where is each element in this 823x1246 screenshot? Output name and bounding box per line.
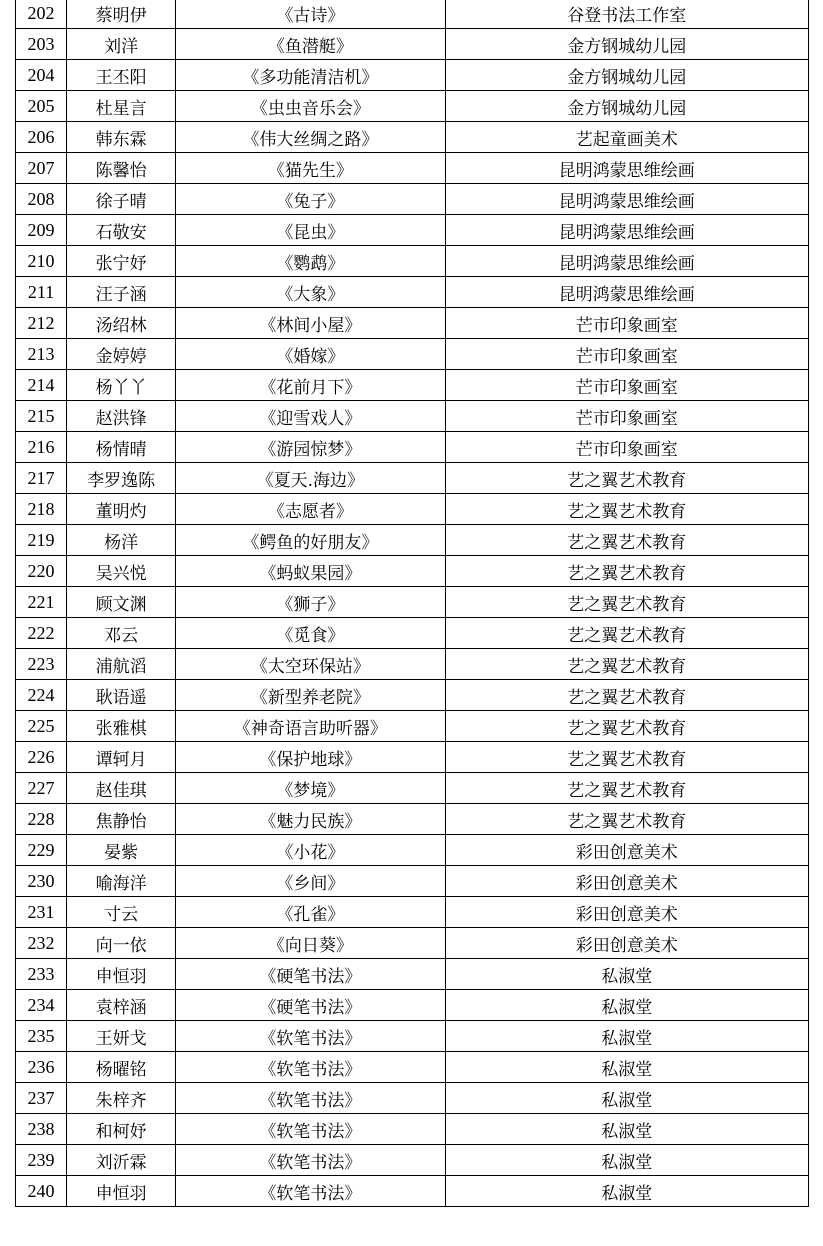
artwork-title: 《软笔书法》 bbox=[176, 1114, 445, 1145]
table-row bbox=[16, 60, 809, 91]
student-name: 杨曜铭 bbox=[67, 1052, 176, 1083]
row-number: 209 bbox=[16, 215, 67, 246]
table-row bbox=[16, 649, 809, 680]
table-row bbox=[16, 680, 809, 711]
row-number: 211 bbox=[16, 277, 67, 308]
row-number: 203 bbox=[16, 29, 67, 60]
student-name: 喻海洋 bbox=[67, 866, 176, 897]
row-number: 225 bbox=[16, 711, 67, 742]
institution: 芒市印象画室 bbox=[445, 370, 808, 401]
row-number: 231 bbox=[16, 897, 67, 928]
row-number: 208 bbox=[16, 184, 67, 215]
artwork-title: 《花前月下》 bbox=[176, 370, 445, 401]
row-number: 202 bbox=[16, 0, 67, 29]
student-name: 晏紫 bbox=[67, 835, 176, 866]
institution: 私淑堂 bbox=[445, 1114, 808, 1145]
row-number: 229 bbox=[16, 835, 67, 866]
table-row bbox=[16, 959, 809, 990]
student-name: 谭轲月 bbox=[67, 742, 176, 773]
row-number: 227 bbox=[16, 773, 67, 804]
table-row bbox=[16, 835, 809, 866]
student-name: 焦静怡 bbox=[67, 804, 176, 835]
student-name: 张宁妤 bbox=[67, 246, 176, 277]
row-number: 230 bbox=[16, 866, 67, 897]
student-name: 向一依 bbox=[67, 928, 176, 959]
institution: 彩田创意美术 bbox=[445, 897, 808, 928]
institution: 芒市印象画室 bbox=[445, 308, 808, 339]
row-number: 221 bbox=[16, 587, 67, 618]
row-number: 205 bbox=[16, 91, 67, 122]
institution: 私淑堂 bbox=[445, 1145, 808, 1176]
institution: 艺之翼艺术教育 bbox=[445, 463, 808, 494]
student-name: 杨情晴 bbox=[67, 432, 176, 463]
artwork-title: 《魅力民族》 bbox=[176, 804, 445, 835]
table-row bbox=[16, 339, 809, 370]
artwork-title: 《孔雀》 bbox=[176, 897, 445, 928]
table-row bbox=[16, 401, 809, 432]
student-name: 金婷婷 bbox=[67, 339, 176, 370]
institution: 芒市印象画室 bbox=[445, 401, 808, 432]
artwork-title: 《软笔书法》 bbox=[176, 1021, 445, 1052]
artwork-title: 《兔子》 bbox=[176, 184, 445, 215]
student-name: 刘洋 bbox=[67, 29, 176, 60]
table-row bbox=[16, 1145, 809, 1176]
table-row bbox=[16, 277, 809, 308]
institution: 昆明鸿蒙思维绘画 bbox=[445, 153, 808, 184]
table-body bbox=[16, 0, 809, 1207]
artwork-title: 《多功能清洁机》 bbox=[176, 60, 445, 91]
artwork-title: 《梦境》 bbox=[176, 773, 445, 804]
artwork-title: 《乡间》 bbox=[176, 866, 445, 897]
table-row bbox=[16, 1083, 809, 1114]
institution: 私淑堂 bbox=[445, 1176, 808, 1207]
row-number: 238 bbox=[16, 1114, 67, 1145]
table-row bbox=[16, 463, 809, 494]
table-row bbox=[16, 215, 809, 246]
artwork-title: 《鱼潜艇》 bbox=[176, 29, 445, 60]
row-number: 206 bbox=[16, 122, 67, 153]
student-name: 蔡明伊 bbox=[67, 0, 176, 29]
student-name: 申恒羽 bbox=[67, 959, 176, 990]
artwork-title: 《迎雪戏人》 bbox=[176, 401, 445, 432]
table-row bbox=[16, 91, 809, 122]
student-name: 顾文渊 bbox=[67, 587, 176, 618]
table-row bbox=[16, 494, 809, 525]
institution: 艺之翼艺术教育 bbox=[445, 742, 808, 773]
artwork-title: 《神奇语言助听器》 bbox=[176, 711, 445, 742]
institution: 芒市印象画室 bbox=[445, 432, 808, 463]
student-name: 王丕阳 bbox=[67, 60, 176, 91]
row-number: 222 bbox=[16, 618, 67, 649]
artwork-title: 《保护地球》 bbox=[176, 742, 445, 773]
row-number: 240 bbox=[16, 1176, 67, 1207]
table-row bbox=[16, 122, 809, 153]
artwork-title: 《软笔书法》 bbox=[176, 1176, 445, 1207]
table-row bbox=[16, 525, 809, 556]
institution: 艺之翼艺术教育 bbox=[445, 773, 808, 804]
student-name: 汤绍林 bbox=[67, 308, 176, 339]
student-name: 耿语遥 bbox=[67, 680, 176, 711]
row-number: 232 bbox=[16, 928, 67, 959]
table-row bbox=[16, 990, 809, 1021]
table-row bbox=[16, 0, 809, 29]
institution: 昆明鸿蒙思维绘画 bbox=[445, 184, 808, 215]
table-row bbox=[16, 1021, 809, 1052]
institution: 芒市印象画室 bbox=[445, 339, 808, 370]
student-name: 和柯妤 bbox=[67, 1114, 176, 1145]
artwork-title: 《林间小屋》 bbox=[176, 308, 445, 339]
student-name: 申恒羽 bbox=[67, 1176, 176, 1207]
institution: 艺之翼艺术教育 bbox=[445, 556, 808, 587]
student-name: 石敬安 bbox=[67, 215, 176, 246]
table-row bbox=[16, 1114, 809, 1145]
institution: 艺之翼艺术教育 bbox=[445, 804, 808, 835]
table-row bbox=[16, 153, 809, 184]
artwork-title: 《昆虫》 bbox=[176, 215, 445, 246]
artwork-title: 《小花》 bbox=[176, 835, 445, 866]
artwork-title: 《鹦鹉》 bbox=[176, 246, 445, 277]
table-row bbox=[16, 1052, 809, 1083]
table-row bbox=[16, 804, 809, 835]
row-number: 226 bbox=[16, 742, 67, 773]
institution: 昆明鸿蒙思维绘画 bbox=[445, 246, 808, 277]
row-number: 228 bbox=[16, 804, 67, 835]
institution: 私淑堂 bbox=[445, 1021, 808, 1052]
row-number: 224 bbox=[16, 680, 67, 711]
artwork-title: 《觅食》 bbox=[176, 618, 445, 649]
artwork-title: 《游园惊梦》 bbox=[176, 432, 445, 463]
student-name: 刘沂霖 bbox=[67, 1145, 176, 1176]
row-number: 213 bbox=[16, 339, 67, 370]
institution: 私淑堂 bbox=[445, 959, 808, 990]
institution: 私淑堂 bbox=[445, 1052, 808, 1083]
artwork-title: 《向日葵》 bbox=[176, 928, 445, 959]
row-number: 234 bbox=[16, 990, 67, 1021]
student-name: 汪子涵 bbox=[67, 277, 176, 308]
artwork-title: 《软笔书法》 bbox=[176, 1145, 445, 1176]
institution: 金方钢城幼儿园 bbox=[445, 29, 808, 60]
artwork-title: 《古诗》 bbox=[176, 0, 445, 29]
row-number: 207 bbox=[16, 153, 67, 184]
row-number: 219 bbox=[16, 525, 67, 556]
institution: 私淑堂 bbox=[445, 990, 808, 1021]
table-row bbox=[16, 618, 809, 649]
student-name: 邓云 bbox=[67, 618, 176, 649]
student-name: 寸云 bbox=[67, 897, 176, 928]
artwork-title: 《太空环保站》 bbox=[176, 649, 445, 680]
institution: 艺之翼艺术教育 bbox=[445, 618, 808, 649]
table-row bbox=[16, 308, 809, 339]
institution: 艺之翼艺术教育 bbox=[445, 525, 808, 556]
artwork-title: 《新型养老院》 bbox=[176, 680, 445, 711]
artwork-title: 《大象》 bbox=[176, 277, 445, 308]
student-name: 陈馨怡 bbox=[67, 153, 176, 184]
table-row bbox=[16, 29, 809, 60]
row-number: 233 bbox=[16, 959, 67, 990]
student-name: 徐子晴 bbox=[67, 184, 176, 215]
artwork-title: 《软笔书法》 bbox=[176, 1083, 445, 1114]
artwork-title: 《虫虫音乐会》 bbox=[176, 91, 445, 122]
artwork-title: 《硬笔书法》 bbox=[176, 959, 445, 990]
institution: 艺之翼艺术教育 bbox=[445, 649, 808, 680]
student-name: 赵洪锋 bbox=[67, 401, 176, 432]
artwork-title: 《硬笔书法》 bbox=[176, 990, 445, 1021]
row-number: 217 bbox=[16, 463, 67, 494]
artwork-title: 《伟大丝绸之路》 bbox=[176, 122, 445, 153]
row-number: 237 bbox=[16, 1083, 67, 1114]
student-name: 韩东霖 bbox=[67, 122, 176, 153]
institution: 私淑堂 bbox=[445, 1083, 808, 1114]
institution: 艺之翼艺术教育 bbox=[445, 494, 808, 525]
table-row bbox=[16, 246, 809, 277]
table-row bbox=[16, 556, 809, 587]
artwork-title: 《鳄鱼的好朋友》 bbox=[176, 525, 445, 556]
row-number: 235 bbox=[16, 1021, 67, 1052]
row-number: 210 bbox=[16, 246, 67, 277]
table-row bbox=[16, 370, 809, 401]
institution: 艺之翼艺术教育 bbox=[445, 680, 808, 711]
institution: 艺起童画美术 bbox=[445, 122, 808, 153]
table-row bbox=[16, 587, 809, 618]
institution: 谷登书法工作室 bbox=[445, 0, 808, 29]
institution: 彩田创意美术 bbox=[445, 928, 808, 959]
student-name: 张雅棋 bbox=[67, 711, 176, 742]
row-number: 218 bbox=[16, 494, 67, 525]
row-number: 223 bbox=[16, 649, 67, 680]
institution: 昆明鸿蒙思维绘画 bbox=[445, 277, 808, 308]
table-row bbox=[16, 928, 809, 959]
award-list-table bbox=[15, 0, 809, 1207]
table-row bbox=[16, 432, 809, 463]
table-row bbox=[16, 1176, 809, 1207]
student-name: 赵佳琪 bbox=[67, 773, 176, 804]
row-number: 212 bbox=[16, 308, 67, 339]
institution: 昆明鸿蒙思维绘画 bbox=[445, 215, 808, 246]
table-row bbox=[16, 184, 809, 215]
artwork-title: 《猫先生》 bbox=[176, 153, 445, 184]
institution: 彩田创意美术 bbox=[445, 835, 808, 866]
artwork-title: 《蚂蚁果园》 bbox=[176, 556, 445, 587]
artwork-title: 《狮子》 bbox=[176, 587, 445, 618]
institution: 艺之翼艺术教育 bbox=[445, 711, 808, 742]
table-row bbox=[16, 773, 809, 804]
student-name: 袁梓涵 bbox=[67, 990, 176, 1021]
student-name: 朱梓齐 bbox=[67, 1083, 176, 1114]
row-number: 215 bbox=[16, 401, 67, 432]
artwork-title: 《婚嫁》 bbox=[176, 339, 445, 370]
student-name: 李罗逸陈 bbox=[67, 463, 176, 494]
table-row bbox=[16, 866, 809, 897]
row-number: 216 bbox=[16, 432, 67, 463]
student-name: 杨丫丫 bbox=[67, 370, 176, 401]
institution: 彩田创意美术 bbox=[445, 866, 808, 897]
student-name: 吴兴悦 bbox=[67, 556, 176, 587]
artwork-title: 《夏天.海边》 bbox=[176, 463, 445, 494]
table-row bbox=[16, 742, 809, 773]
institution: 金方钢城幼儿园 bbox=[445, 91, 808, 122]
artwork-title: 《软笔书法》 bbox=[176, 1052, 445, 1083]
row-number: 220 bbox=[16, 556, 67, 587]
student-name: 杜星言 bbox=[67, 91, 176, 122]
student-name: 董明灼 bbox=[67, 494, 176, 525]
table-row bbox=[16, 711, 809, 742]
student-name: 浦航滔 bbox=[67, 649, 176, 680]
institution: 金方钢城幼儿园 bbox=[445, 60, 808, 91]
student-name: 王妍戈 bbox=[67, 1021, 176, 1052]
row-number: 239 bbox=[16, 1145, 67, 1176]
institution: 艺之翼艺术教育 bbox=[445, 587, 808, 618]
student-name: 杨洋 bbox=[67, 525, 176, 556]
artwork-title: 《志愿者》 bbox=[176, 494, 445, 525]
table-row bbox=[16, 897, 809, 928]
row-number: 214 bbox=[16, 370, 67, 401]
row-number: 236 bbox=[16, 1052, 67, 1083]
row-number: 204 bbox=[16, 60, 67, 91]
